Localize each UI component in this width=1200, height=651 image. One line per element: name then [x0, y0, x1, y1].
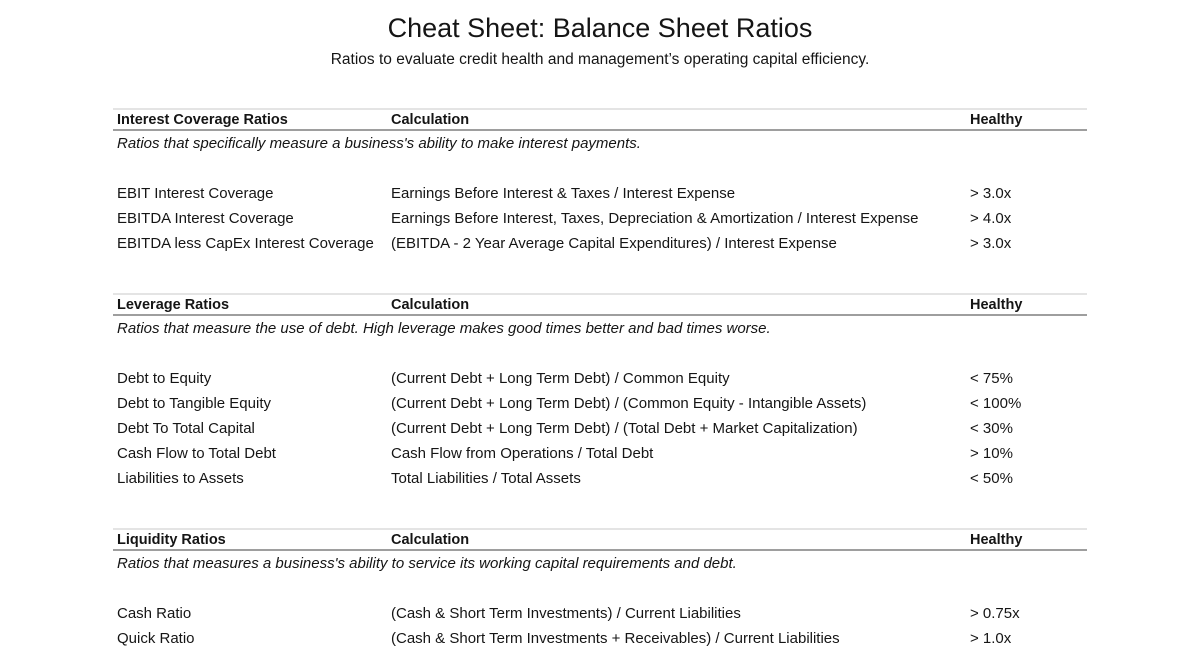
section-header-row: [113, 108, 1087, 131]
section-description: Ratios that specifically measure a business's ability to make interest payments.: [117, 135, 641, 152]
ratio-row: [113, 466, 1087, 491]
ratio-calculation: (Current Debt + Long Term Debt) / (Common Equity - Intangible Assets): [391, 395, 867, 412]
ratio-row: [113, 366, 1087, 391]
ratio-healthy-threshold: > 4.0x: [970, 210, 1012, 227]
ratio-name: EBITDA less CapEx Interest Coverage: [117, 235, 374, 252]
ratio-calculation: (Current Debt + Long Term Debt) / Common Equity: [391, 370, 730, 387]
section-title: Leverage Ratios: [117, 296, 230, 313]
section-rows: [113, 181, 1087, 256]
ratio-name: Cash Flow to Total Debt: [117, 445, 276, 462]
spacer-row: [113, 156, 1087, 181]
ratio-calculation: Total Liabilities / Total Assets: [391, 470, 581, 487]
section-title: Liquidity Ratios: [117, 531, 226, 548]
ratio-row: [113, 231, 1087, 256]
ratio-healthy-threshold: > 10%: [970, 445, 1013, 462]
document-page: [0, 13, 1200, 647]
column-header-calculation: Calculation: [391, 296, 470, 313]
section-header-row: [113, 293, 1087, 316]
ratio-row: [113, 601, 1087, 626]
ratio-healthy-threshold: < 50%: [970, 470, 1013, 487]
ratio-healthy-threshold: < 75%: [970, 370, 1013, 387]
ratio-row: [113, 441, 1087, 466]
ratio-healthy-threshold: < 30%: [970, 420, 1013, 437]
ratio-row: [113, 206, 1087, 231]
page-title: Cheat Sheet: Balance Sheet Ratios: [387, 13, 813, 43]
ratios-table: [113, 108, 1087, 651]
section-description: Ratios that measure the use of debt. High leverage makes good times better and bad times worse.: [117, 320, 771, 337]
ratio-name: Debt to Equity: [117, 370, 212, 387]
section-title: Interest Coverage Ratios: [117, 111, 288, 128]
spacer-row: [113, 341, 1087, 366]
ratio-calculation: (Current Debt + Long Term Debt) / (Total Debt + Market Capitalization): [391, 420, 858, 437]
ratio-section: [113, 293, 1087, 491]
ratio-name: Debt To Total Capital: [117, 420, 255, 437]
ratio-name: Cash Ratio: [117, 605, 192, 622]
section-header-row: [113, 528, 1087, 551]
section-description: Ratios that measures a business's ability to service its working capital requirements and debt.: [117, 555, 737, 572]
column-header-calculation: Calculation: [391, 531, 470, 548]
ratio-row: [113, 626, 1087, 651]
ratio-calculation: Cash Flow from Operations / Total Debt: [391, 445, 654, 462]
ratio-name: Liabilities to Assets: [117, 470, 244, 487]
ratio-row: [113, 391, 1087, 416]
ratio-name: EBITDA Interest Coverage: [117, 210, 294, 227]
column-header-healthy: Healthy: [970, 296, 1023, 313]
ratio-row: [113, 181, 1087, 206]
column-header-calculation: Calculation: [391, 111, 470, 128]
ratio-healthy-threshold: > 1.0x: [970, 630, 1012, 647]
ratio-section: [113, 528, 1087, 651]
ratio-name: EBIT Interest Coverage: [117, 185, 274, 202]
ratio-healthy-threshold: < 100%: [970, 395, 1022, 412]
ratio-calculation: (Cash & Short Term Investments) / Current Liabilities: [391, 605, 741, 622]
column-header-healthy: Healthy: [970, 111, 1023, 128]
ratio-healthy-threshold: > 3.0x: [970, 185, 1012, 202]
ratio-section: [113, 108, 1087, 256]
ratio-calculation: Earnings Before Interest, Taxes, Depreciation & Amortization / Interest Expense: [391, 210, 919, 227]
spacer-row: [113, 576, 1087, 601]
column-header-healthy: Healthy: [970, 531, 1023, 548]
ratio-healthy-threshold: > 3.0x: [970, 235, 1012, 252]
ratio-calculation: (Cash & Short Term Investments + Receivables) / Current Liabilities: [391, 630, 840, 647]
ratio-calculation: Earnings Before Interest & Taxes / Interest Expense: [391, 185, 736, 202]
ratio-name: Quick Ratio: [117, 630, 195, 647]
ratio-healthy-threshold: > 0.75x: [970, 605, 1020, 622]
ratio-name: Debt to Tangible Equity: [117, 395, 271, 412]
page-subtitle: Ratios to evaluate credit health and management’s operating capital efficiency.: [330, 51, 870, 68]
section-rows: [113, 601, 1087, 651]
ratio-calculation: (EBITDA - 2 Year Average Capital Expenditures) / Interest Expense: [391, 235, 837, 252]
section-rows: [113, 366, 1087, 491]
ratio-row: [113, 416, 1087, 441]
